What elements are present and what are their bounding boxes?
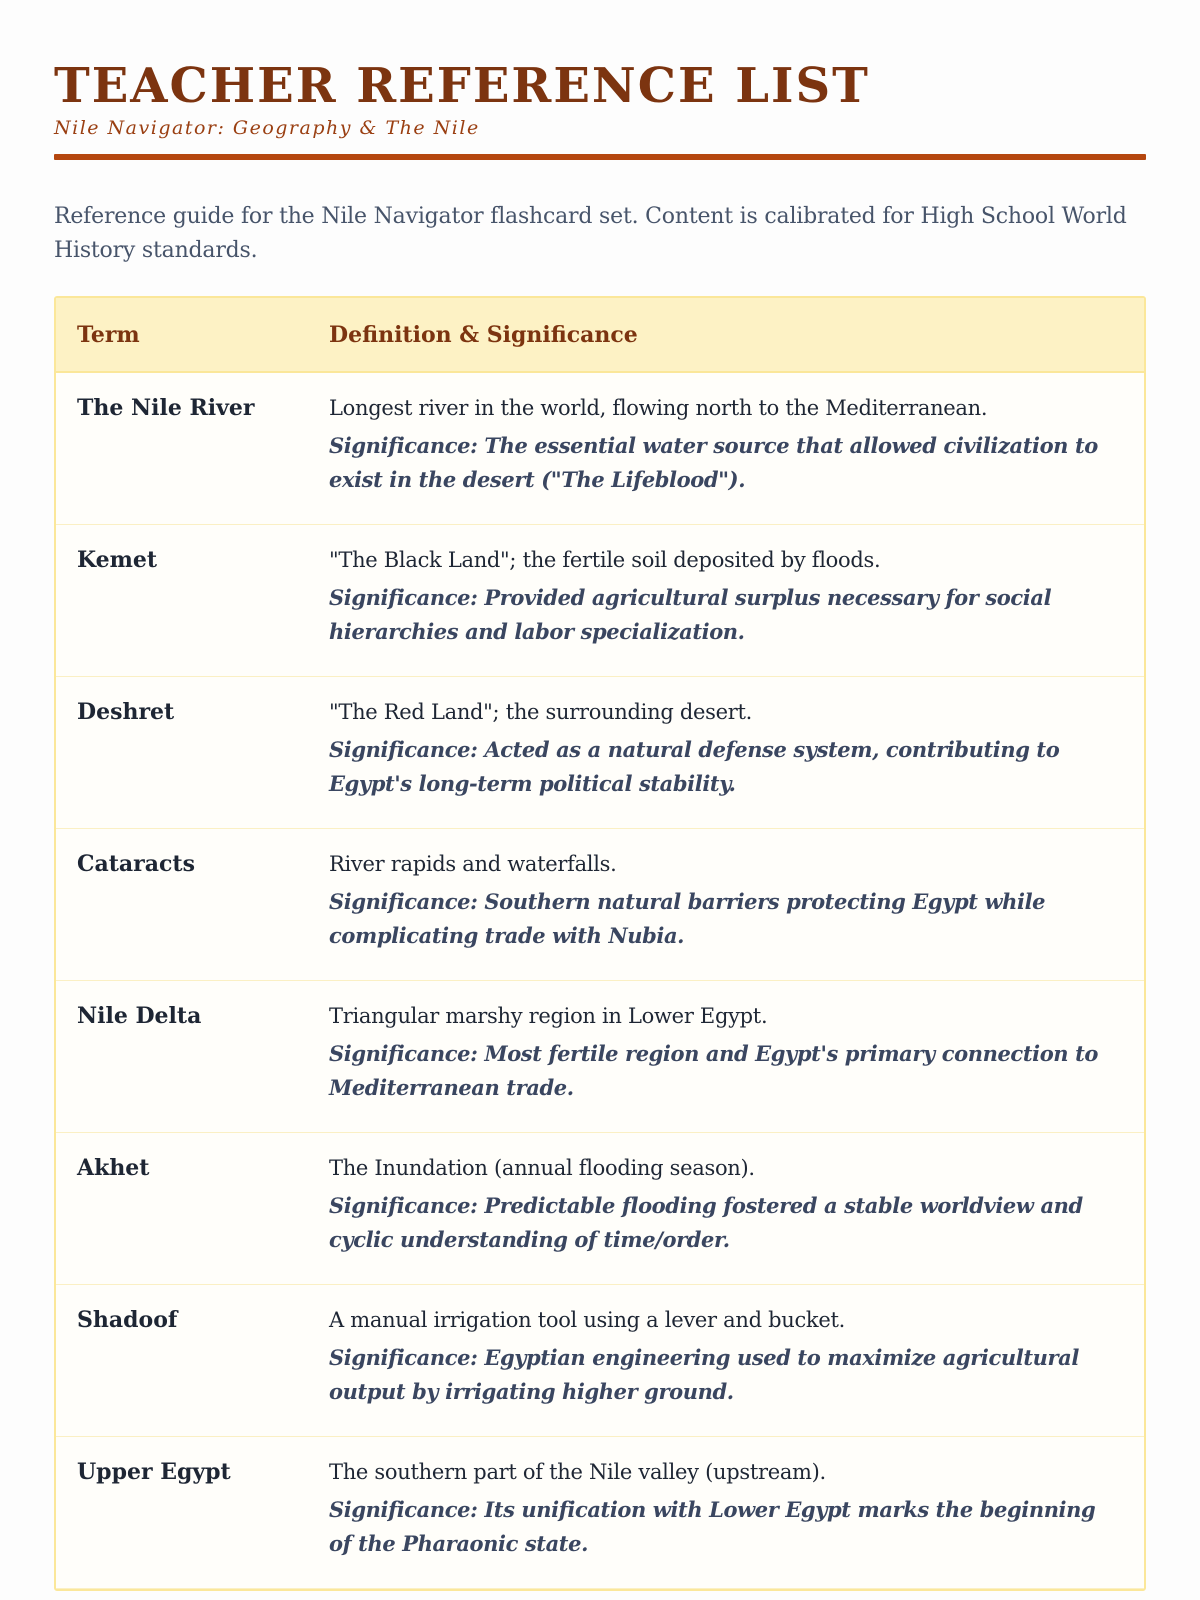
term-cell: Nile Delta [77, 1003, 202, 1029]
page-subtitle: Nile Navigator: Geography & The Nile [54, 117, 480, 139]
significance-cell: Significance: Egyptian engineering used to maximize agricultural output by irrigating higher ground. [329, 1345, 1079, 1404]
page-title: TEACHER REFERENCE LIST [54, 58, 870, 114]
definition-cell: River rapids and waterfalls. [329, 852, 617, 876]
title-divider [54, 154, 1146, 160]
term-cell: Akhet [77, 1155, 150, 1181]
definition-cell: Longest river in the world, flowing north to the Mediterranean. [329, 396, 988, 420]
definition-cell: "The Black Land"; the fertile soil deposited by floods. [329, 548, 881, 572]
intro-paragraph: Reference guide for the Nile Navigator flashcard set. Content is calibrated for High School World History standards. [54, 204, 1127, 263]
table-row [56, 677, 1144, 829]
significance-cell: Significance: Acted as a natural defense system, contributing to Egypt's long-term political stability. [329, 737, 1060, 796]
significance-cell: Significance: Most fertile region and Egypt's primary connection to Mediterranean trade. [329, 1041, 1098, 1100]
column-header-term: Term [77, 321, 140, 348]
table-row [56, 525, 1144, 677]
significance-cell: Significance: The essential water source that allowed civilization to exist in the desert ("The Lifeblood"). [329, 433, 1098, 492]
definition-cell: A manual irrigation tool using a lever and bucket. [329, 1308, 845, 1332]
definition-cell: Triangular marshy region in Lower Egypt. [329, 1004, 768, 1028]
term-cell: The Nile River [77, 395, 255, 421]
term-cell: Upper Egypt [77, 1459, 231, 1485]
significance-cell: Significance: Predictable flooding fostered a stable worldview and cyclic understanding of time/order. [329, 1193, 1083, 1252]
table-row [56, 981, 1144, 1133]
column-header-definition: Definition & Significance [329, 321, 638, 348]
term-cell: Deshret [77, 699, 175, 725]
term-cell: Kemet [77, 547, 158, 573]
definition-cell: The Inundation (annual flooding season). [329, 1156, 755, 1180]
table-row [56, 1437, 1144, 1589]
significance-cell: Significance: Provided agricultural surplus necessary for social hierarchies and labor specialization. [329, 585, 1052, 644]
table-row [56, 1285, 1144, 1437]
table-row [56, 1133, 1144, 1285]
significance-cell: Significance: Southern natural barriers protecting Egypt while complicating trade with Nubia. [329, 889, 1046, 948]
term-cell: Shadoof [77, 1307, 178, 1333]
table-header-row [56, 298, 1144, 373]
significance-cell: Significance: Its unification with Lower Egypt marks the beginning of the Pharaonic state. [329, 1497, 1096, 1556]
table-row [56, 373, 1144, 525]
term-cell: Cataracts [77, 851, 195, 877]
definition-cell: "The Red Land"; the surrounding desert. [329, 700, 752, 724]
reference-table [54, 296, 1146, 1591]
definition-cell: The southern part of the Nile valley (upstream). [329, 1460, 826, 1484]
table-row [56, 829, 1144, 981]
